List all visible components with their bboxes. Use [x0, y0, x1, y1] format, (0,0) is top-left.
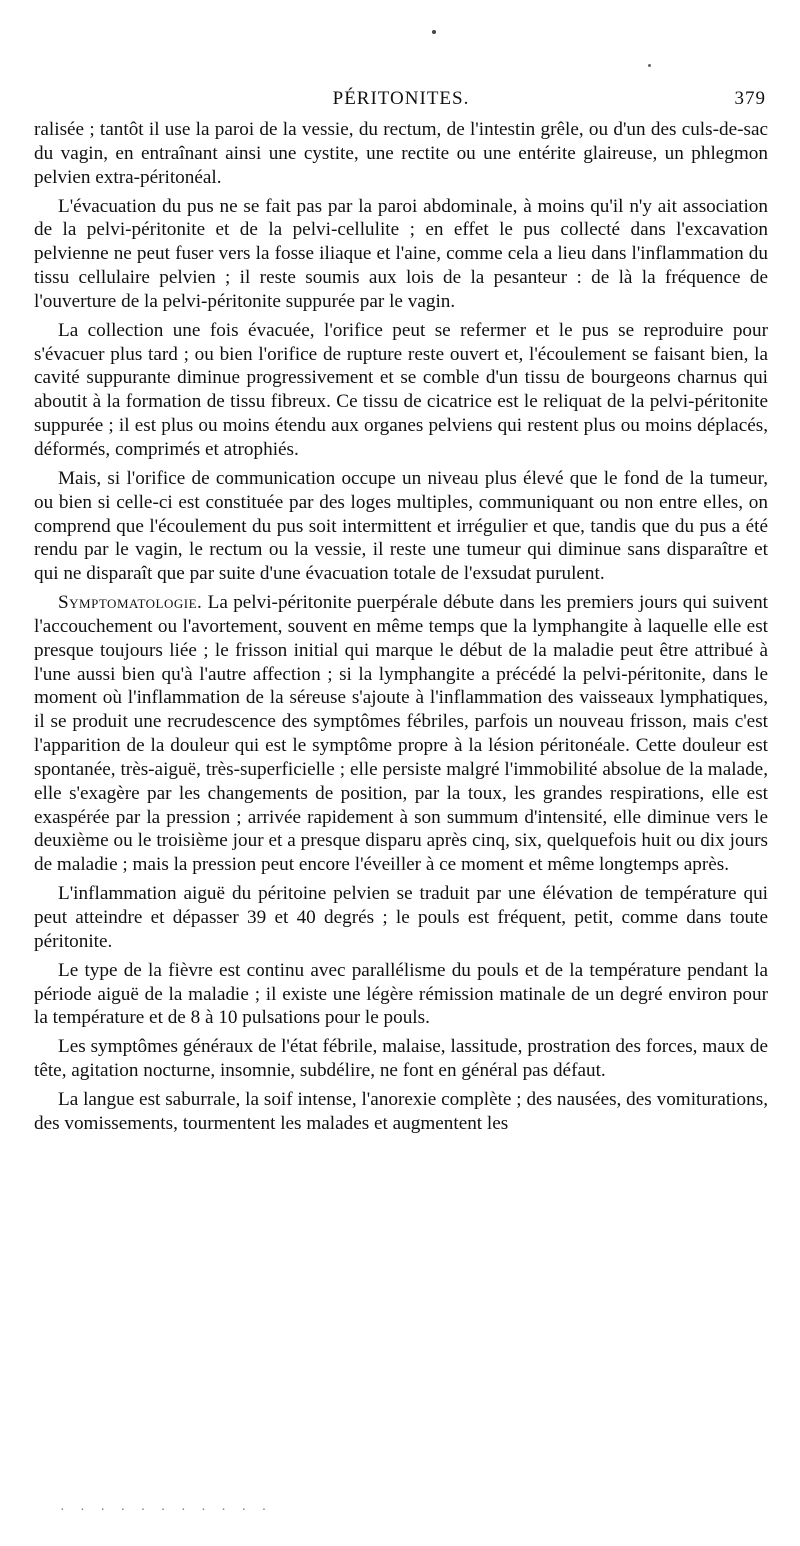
paragraph-3: La collection une fois évacuée, l'orifice peut se refermer et le pus se reproduire pour s'évacuer plus tard ; ou bien l'orifice de rupture reste ouvert et, l'écoulement se faisant bien, la cavité suppurante diminue progressivement et se comble d'un tissu de bourgeons charnus qui aboutit à la formation de tissu fibreux. Ce tissu de cicatrice est le reliquat de la pelvi-péritonite suppurée ; il est plus ou moins étendu aux organes pelviens qui restent plus ou moins déplacés, déformés, comprimés et atrophiés. — [34, 319, 768, 460]
section-heading: Symptomatologie. — [58, 592, 203, 614]
paragraph-2: L'évacuation du pus ne se fait pas par la paroi abdominale, à moins qu'il n'y ait association de la pelvi-péritonite et de la pelvi-cellulite ; en effet le pus collecté dans l'excavation pelvienne ne peut fuser vers la fosse iliaque et l'aine, comme cela a lieu dans l'inflammation du tissu cellulaire pelvien ; il reste soumis aux lois de la pesanteur : de là la fréquence de l'ouverture de la pelvi-péritonite suppurée par le vagin. — [34, 195, 768, 312]
printer-mark — [432, 30, 436, 34]
paragraph-4: Mais, si l'orifice de communication occupe un niveau plus élevé que le fond de la tumeur, ou bien si celle-ci est constituée par des loges multiples, communiquant ou non entre elles, on comprend que l'écoulement du pus soit intermittent et irrégulier et que, tandis que du pus a été rendu par le vagin, le rectum ou la vessie, il reste une tumeur qui diminue sans disparaître et qui ne disparaît que par suite d'une évacuation totale de l'exsudat purulent. — [34, 467, 768, 585]
page-header — [34, 88, 768, 114]
paragraph-7: Le type de la fièvre est continu avec parallélisme du pouls et de la température pendant la période aiguë de la maladie ; il existe une légère rémission matinale de un degré environ pour la température et de 8 à 10 pulsations pour le pouls. — [34, 959, 768, 1029]
paragraph-1: ralisée ; tantôt il use la paroi de la vessie, du rectum, de l'intestin grêle, ou d'un des culs-de-sac du vagin, en entraînant ainsi une cystite, une rectite ou une entérite glaireuse, un phlegmon pelvien extra-péritonéal. — [34, 119, 768, 188]
paragraph-9: La langue est saburrale, la soif intense, l'anorexie complète ; des nausées, des vomiturations, des vomissements, tourmentent les malades et augmentent les — [34, 1088, 768, 1134]
book-page — [34, 0, 768, 1546]
paragraph-5-text: La pelvi-péritonite puerpérale débute dans les premiers jours qui suivent l'accouchement ou l'avortement, souvent en même temps que la lymphangite à laquelle elle est presque toujours liée ; le frisson initial qui marque le début de la maladie peut être attribué à l'une aussi bien qu'à l'autre affection ; si la lymphangite a précédé la pelvi-péritonite, dans le moment où l'inflammation de la séreuse s'ajoute à l'inflammation des vaisseaux lymphatiques, il se produit une recrudescence des symptômes fébriles, parfois un nouveau frisson, mais c'est l'apparition de la douleur qui est le symptôme propre à la lésion péritonéale. Cette douleur est spontanée, très-aiguë, très-superficielle ; elle persiste malgré l'immobilité absolue de la malade, elle s'exagère par les changements de position, par la toux, les grandes respirations, elle est exaspérée par la pression ; arrivée rapidement à son summum d'intensité, elle diminue vers le deuxième ou le troisième jour et a presque disparu après cinq, six, quelquefois huit ou dix jours de maladie ; mais la pression peut encore l'éveiller à ce moment et même longtemps après. — [34, 592, 768, 876]
paragraph-5 — [34, 591, 768, 877]
body-text — [34, 118, 768, 1141]
printer-mark-2 — [648, 64, 651, 67]
running-title: PÉRITONITES. — [332, 88, 470, 109]
paragraph-8: Les symptômes généraux de l'état fébrile, malaise, lassitude, prostration des forces, maux de tête, agitation nocturne, insomnie, subdélire, ne font en général pas défaut. — [34, 1036, 768, 1082]
paragraph-6: L'inflammation aiguë du péritoine pelvien se traduit par une élévation de température qui peut atteindre et dépasser 39 et 40 degrés ; le pouls est fréquent, petit, comme dans toute péritonite. — [34, 883, 768, 952]
scan-noise-footer: · · · · · · · · · · · — [60, 1503, 273, 1518]
page-number: 379 — [734, 88, 766, 109]
